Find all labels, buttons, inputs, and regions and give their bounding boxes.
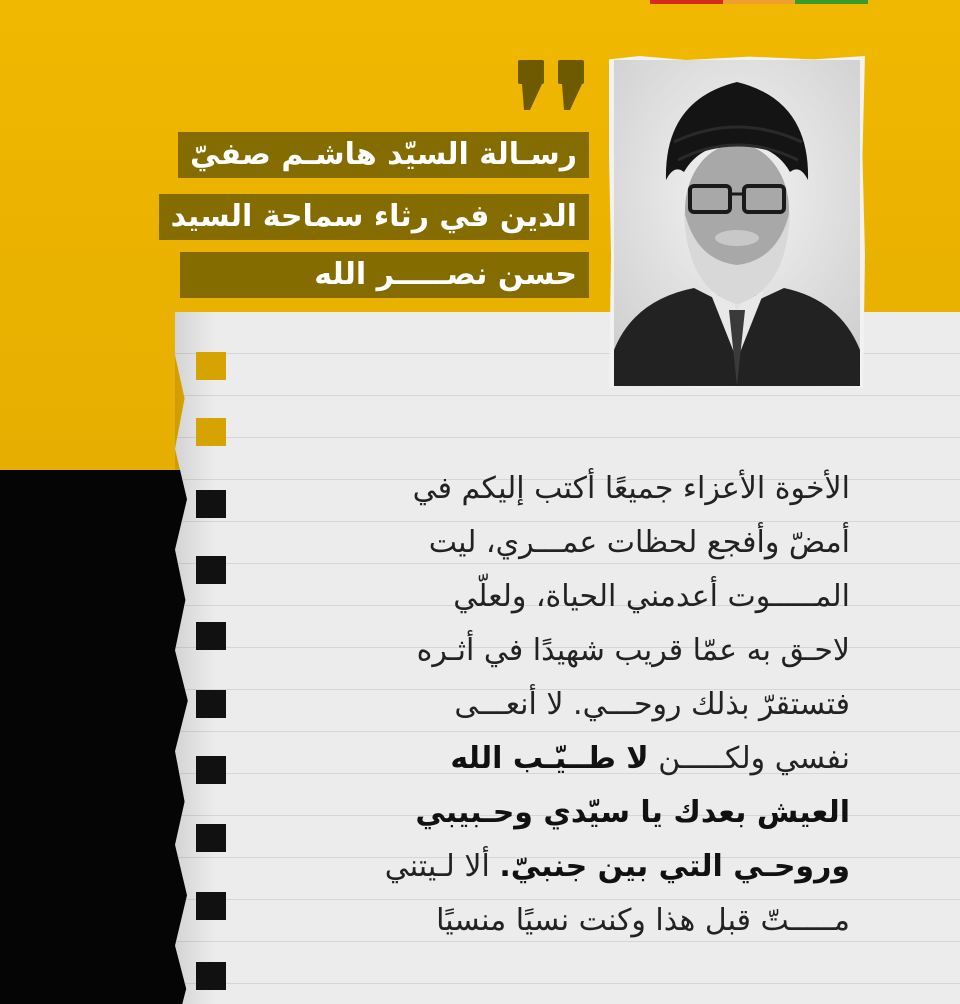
body-line-1: الأخوة الأعزاء جميعًا أكتب إليكم في <box>412 471 850 506</box>
body-line-5: فتستقرّ بذلك روحـــي. لا أنعـــى <box>454 687 850 722</box>
portrait-photo <box>614 60 860 386</box>
portrait-illustration <box>614 60 860 386</box>
binder-hole-icon <box>196 962 226 990</box>
binder-hole-icon <box>196 622 226 650</box>
letter-body <box>310 462 850 948</box>
binder-hole-icon <box>196 824 226 852</box>
binder-hole-icon <box>196 892 226 920</box>
binder-hole-icon <box>196 756 226 784</box>
title-line-3: حسن نصـــــر الله <box>180 252 589 298</box>
body-line-7: العيش بعدك يا سيّدي وحـبيبي <box>415 795 850 830</box>
body-line-8 <box>310 840 850 894</box>
title-line-1: رسـالة السيّد هاشـم صفيّ <box>178 132 589 178</box>
body-line-8-regular: ألا لـيتني <box>384 849 490 884</box>
body-line-9: مـــــتّ قبل هذا وكنت نسيًا منسيًا <box>436 903 850 938</box>
binder-hole-icon <box>196 418 226 446</box>
body-line-6-regular: نفسي ولكـــــن <box>658 741 850 776</box>
binder-hole-icon <box>196 490 226 518</box>
body-line-8-bold: وروحـي التي بين جنبيّ. <box>499 849 850 884</box>
double-quote-icon <box>512 50 592 120</box>
binder-hole-icon <box>196 556 226 584</box>
body-line-6 <box>310 732 850 786</box>
body-line-3: المـــــوت أعدمني الحياة، ولعلّي <box>453 579 850 614</box>
body-line-4: لاحـق به عمّا قريب شهيدًا في أثـره <box>416 633 850 668</box>
flag-stripe <box>650 0 868 4</box>
body-line-6-bold: لا طــيّـب الله <box>450 741 649 776</box>
title-line-2: الدين في رثاء سماحة السيد <box>159 194 589 240</box>
binder-hole-icon <box>196 352 226 380</box>
binder-hole-icon <box>196 690 226 718</box>
body-line-2: أمضّ وأفجع لحظات عمـــري، ليت <box>428 525 850 560</box>
